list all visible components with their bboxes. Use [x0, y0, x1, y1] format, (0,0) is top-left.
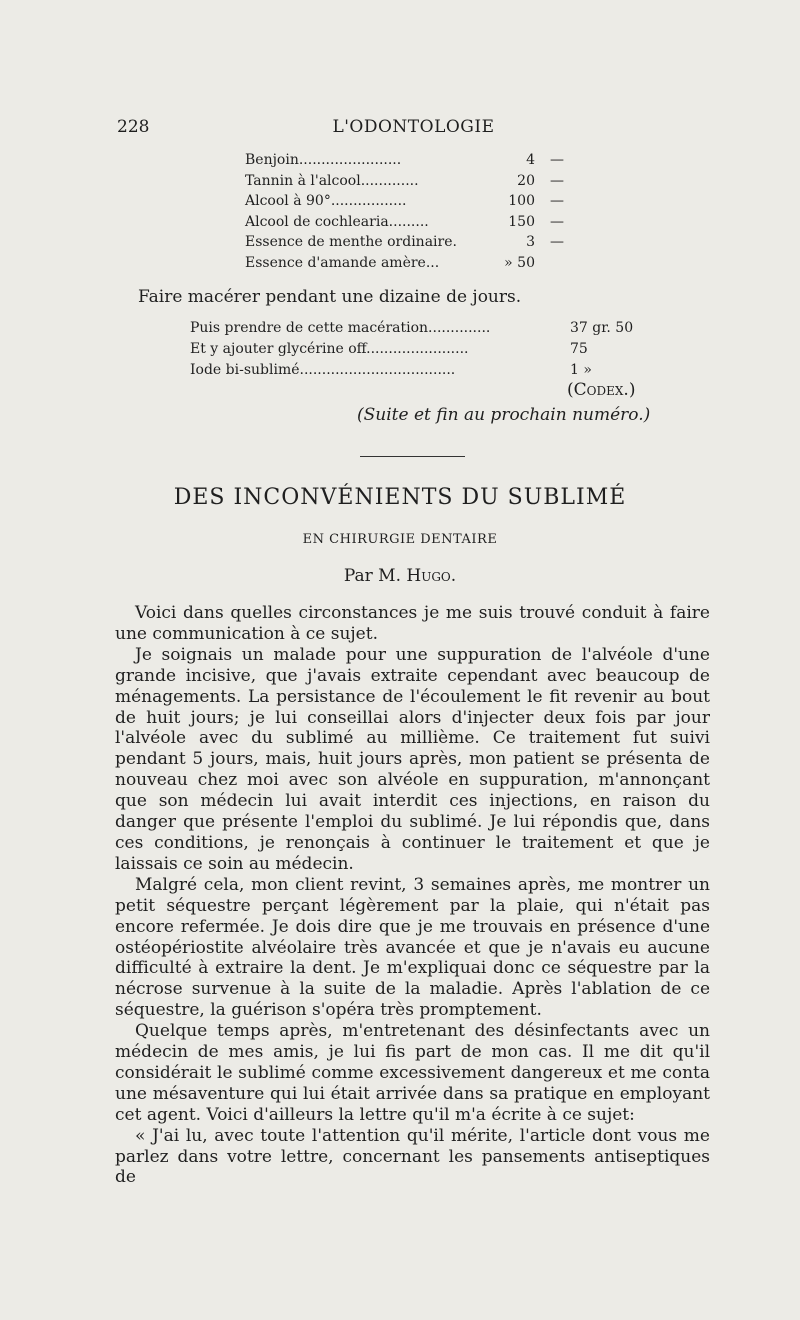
ingredient-unit: —: [550, 193, 564, 209]
article-author: Par M. Hugo.: [343, 566, 457, 586]
ingredient-qty: 1 »: [570, 362, 592, 378]
recipe-list-1: [245, 152, 575, 275]
ingredient-unit: —: [550, 234, 564, 250]
recipe-list-2: [190, 320, 660, 383]
ingredient-qty: 37 gr. 50: [570, 320, 634, 336]
ingredient-qty: 3: [526, 234, 535, 250]
ingredient-qty: 75: [570, 341, 588, 357]
ingredient-unit: —: [550, 152, 564, 168]
recipe-row: [245, 255, 575, 276]
ingredient-name: Et y ajouter glycérine off.......................: [190, 341, 469, 357]
ingredient-unit: —: [550, 172, 564, 189]
paragraph: « J'ai lu, avec toute l'attention qu'il mérite, l'article dont vous me parlez dans votre lettre, concernant les pansements antiseptiques de: [115, 1125, 710, 1188]
ingredient-qty: » 50: [504, 254, 535, 271]
ingredient-qty: 100: [508, 193, 535, 209]
ingredient-name: Alcool à 90°.................: [245, 193, 407, 209]
ingredient-name: Essence d'amande amère...: [245, 254, 440, 271]
ingredient-unit: —: [550, 213, 564, 230]
recipe-row: [190, 320, 660, 341]
author-name: Hugo: [406, 566, 451, 586]
article-body: [115, 603, 710, 1188]
article-title: DES INCONVÉNIENTS DU SUBLIMÉ: [173, 485, 627, 510]
ingredient-name: Benjoin.......................: [245, 152, 402, 168]
instruction-text: Faire macérer pendant une dizaine de jours.: [138, 287, 522, 307]
recipe-row: [245, 173, 575, 194]
recipe-row: [245, 193, 575, 214]
section-divider: [360, 456, 465, 457]
ingredient-qty: 4: [526, 152, 535, 168]
recipe-row: [245, 234, 575, 255]
ingredient-name: Puis prendre de cette macération..............: [190, 320, 491, 336]
ingredient-qty: 20: [517, 172, 535, 189]
recipe-row: [190, 341, 660, 362]
page-number: 228: [117, 117, 150, 137]
ingredient-qty: 150: [508, 213, 535, 230]
ingredient-name: Iode bi-sublimé...................................: [190, 362, 456, 378]
paragraph: Voici dans quelles circonstances je me suis trouvé conduit à faire une communication à ce sujet.: [115, 603, 710, 644]
ingredient-name: Essence de menthe ordinaire.: [245, 234, 457, 250]
paragraph: Malgré cela, mon client revint, 3 semaines après, me montrer un petit séquestre perçant légèrement par la plaie, qui n'était pas encore refermée. Je dois dire que je me trouvais en présence d'une ostéopériostite alvéolaire très avancée et que je n'avais eu aucune difficulté à extraire la dent. Je m'expliquai donc ce séquestre par la nécrose survenue à la suite de la maladie. Après l'ablation de ce séquestre, la guérison s'opéra très promptement.: [115, 874, 710, 1021]
recipe-row: [245, 214, 575, 235]
article-subtitle: EN CHIRURGIE DENTAIRE: [302, 532, 498, 547]
paragraph: Quelque temps après, m'entretenant des désinfectants avec un médecin de mes amis, je lui fis part de mon cas. Il me dit qu'il considérait le sublimé comme excessivement dangereux et me conta une mésaventure qui lui était arrivée dans sa pratique en employant cet agent. Voici d'ailleurs la lettre qu'il m'a écrite à ce sujet:: [115, 1021, 710, 1125]
ingredient-name: Tannin à l'alcool.............: [245, 172, 419, 189]
codex-reference: (Codex.): [567, 380, 636, 400]
continuation-note: (Suite et fin au prochain numéro.): [357, 405, 651, 425]
ingredient-name: Alcool de cochlearia.........: [245, 213, 429, 230]
running-header: [117, 117, 710, 143]
codex-word: Codex: [573, 380, 624, 400]
recipe-row: [245, 152, 575, 173]
paragraph: Je soignais un malade pour une suppuration de l'alvéole d'une grande incisive, que j'avais extraite cependant avec beaucoup de ménagements. La persistance de l'écoulement le fit revenir au bout de huit jours; je lui conseillai alors d'injecter deux fois par jour l'alvéole avec du sublimé au millième. Ce traitement fut suivi pendant 5 jours, mais, huit jours après, mon patient se présenta de nouveau chez moi avec son alvéole en suppuration, m'annonçant que son médecin lui avait interdit ces injections, en raison du danger que présente l'emploi du sublimé. Je lui répondis que, dans ces conditions, je renonçais à continuer le traitement et que je laissais ce soin au médecin.: [115, 644, 710, 874]
running-title: L'ODONTOLOGIE: [332, 117, 495, 137]
